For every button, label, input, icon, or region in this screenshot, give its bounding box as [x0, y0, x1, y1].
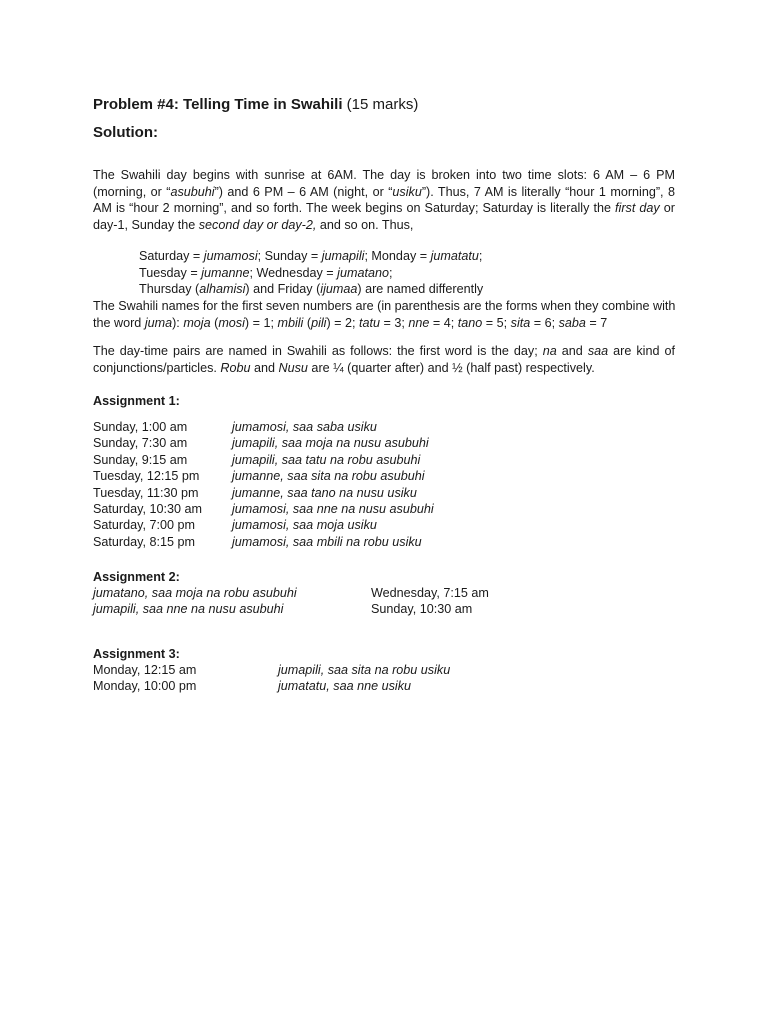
italic-term: Robu [220, 360, 251, 375]
italic-term: na [542, 344, 557, 358]
time-cell: Sunday, 1:00 am [93, 420, 188, 434]
text-run: ; Sunday = [257, 249, 322, 263]
text-run: ; Monday = [364, 249, 431, 263]
day-line [139, 248, 483, 265]
text-run: ): [172, 315, 184, 330]
swahili-cell: jumanne, saa sita na robu asubuhi [232, 469, 425, 484]
swahili-cell: jumatano, saa moja na robu asubuhi [93, 586, 297, 600]
swahili-cell: jumamosi, saa nne na nusu asubuhi [232, 502, 434, 516]
text-run: are ¼ (quarter after) and ½ (half past) respectively. [307, 360, 595, 375]
italic-term: first day [615, 201, 660, 215]
italic-term: jumatatu [430, 249, 479, 263]
text-run: ) = 2; [326, 315, 360, 330]
text-run: ( [303, 315, 312, 330]
text-run: and [250, 360, 279, 375]
italic-term: jumamosi [203, 249, 258, 263]
text-run: Saturday = [139, 249, 204, 263]
swahili-cell: jumapili, saa tatu na robu asubuhi [232, 452, 421, 467]
swahili-cell: jumapili, saa sita na robu usiku [278, 663, 451, 677]
time-cell: Tuesday, 12:15 pm [93, 469, 200, 484]
italic-term: second day or day-2, [198, 217, 317, 232]
italic-term: alhamisi [199, 282, 246, 296]
text-run: The day-time pairs are named in Swahili as follows: the first word is the day; [93, 344, 543, 358]
time-cell: Monday, 12:15 am [93, 663, 197, 677]
text-run: ”) and 6 PM – 6 AM (night, or “ [214, 184, 393, 199]
text-run: ) = 1; [244, 315, 278, 330]
time-cell: Monday, 10:00 pm [93, 679, 197, 694]
time-cell: Saturday, 7:00 pm [93, 518, 195, 533]
time-cell: Sunday, 10:30 am [371, 602, 473, 617]
day-line [139, 265, 483, 282]
italic-term: asubuhi [170, 184, 215, 199]
day-line [139, 281, 483, 298]
text-run: Tuesday = [139, 265, 202, 280]
text-run: ( [210, 315, 219, 330]
assignment-3-heading: Assignment 3: [93, 647, 180, 661]
time-cell: Saturday, 8:15 pm [93, 534, 195, 549]
text-run: The Swahili names for the first seven numbers are (in parenthesis are the forms when they combine with the word [93, 299, 676, 330]
italic-term: pili [311, 315, 327, 330]
italic-term: jumatano [337, 265, 389, 280]
time-cell: Sunday, 9:15 am [93, 452, 188, 467]
italic-term: jumapili [321, 249, 365, 263]
italic-term: saba [558, 315, 586, 330]
text-run: = 5; [482, 315, 511, 330]
text-run: ; [478, 249, 483, 263]
time-cell: Wednesday, 7:15 am [371, 586, 489, 600]
italic-term: tatu [359, 315, 381, 330]
text-run: = 7 [585, 315, 608, 330]
italic-term: juma [144, 315, 173, 330]
italic-term: ijumaa [320, 282, 358, 296]
swahili-cell: jumatatu, saa nne usiku [278, 679, 412, 694]
swahili-cell: jumapili, saa nne na nusu asubuhi [93, 602, 284, 617]
italic-term: saa [587, 344, 609, 358]
day-names-block [139, 248, 483, 298]
pairs-paragraph [93, 343, 675, 376]
text-run: or day-1, Sunday the [93, 201, 675, 232]
numbers-paragraph [93, 298, 678, 331]
text-run: = 3; [380, 315, 409, 330]
text-run: and [556, 344, 588, 358]
swahili-cell: jumamosi, saa moja usiku [232, 518, 377, 533]
text-run: are kind of conjunctions/particles. [93, 344, 675, 375]
text-run: = 4; [429, 315, 458, 330]
italic-term: jumanne [201, 265, 250, 280]
italic-term: moja [183, 315, 211, 330]
swahili-cell: jumamosi, saa mbili na robu usiku [232, 534, 422, 549]
time-cell: Saturday, 10:30 am [93, 502, 202, 516]
italic-term: Nusu [278, 360, 308, 375]
swahili-cell: jumamosi, saa saba usiku [232, 420, 377, 434]
text-run: Thursday ( [139, 282, 200, 296]
problem-marks: (15 marks) [342, 96, 419, 113]
swahili-cell: jumapili, saa moja na nusu asubuhi [232, 436, 429, 451]
text-run: ) and Friday ( [245, 282, 321, 296]
text-run: ”). Thus, 7 AM is literally “hour 1 morning”, 8 AM is “hour 2 morning”, and so forth. The week begins on Saturday; Saturday is literally the [93, 184, 675, 215]
italic-term: mosi [218, 315, 245, 330]
assignment-1-heading: Assignment 1: [93, 394, 180, 408]
italic-term: sita [510, 315, 531, 330]
solution-heading: Solution: [93, 124, 158, 141]
text-run: The Swahili day begins with sunrise at 6AM. The day is broken into two time slots: 6 AM – 6 PM (morning, or “ [93, 168, 675, 199]
intro-paragraph [93, 167, 675, 233]
swahili-cell: jumanne, saa tano na nusu usiku [232, 485, 417, 500]
italic-term: nne [408, 315, 430, 330]
time-cell: Sunday, 7:30 am [93, 436, 188, 451]
text-run: ) are named differently [357, 282, 484, 296]
problem-title [93, 96, 418, 113]
text-run: and so on. Thus, [316, 217, 414, 232]
italic-term: mbili [277, 315, 304, 330]
italic-term: tano [457, 315, 483, 330]
text-run: = 6; [530, 315, 559, 330]
time-cell: Tuesday, 11:30 pm [93, 485, 199, 500]
problem-title-bold: Problem #4: Telling Time in Swahili [93, 96, 343, 113]
assignment-2-heading: Assignment 2: [93, 570, 180, 584]
italic-term: usiku [392, 184, 422, 199]
text-run: ; Wednesday = [249, 265, 338, 280]
text-run: ; [388, 265, 393, 280]
